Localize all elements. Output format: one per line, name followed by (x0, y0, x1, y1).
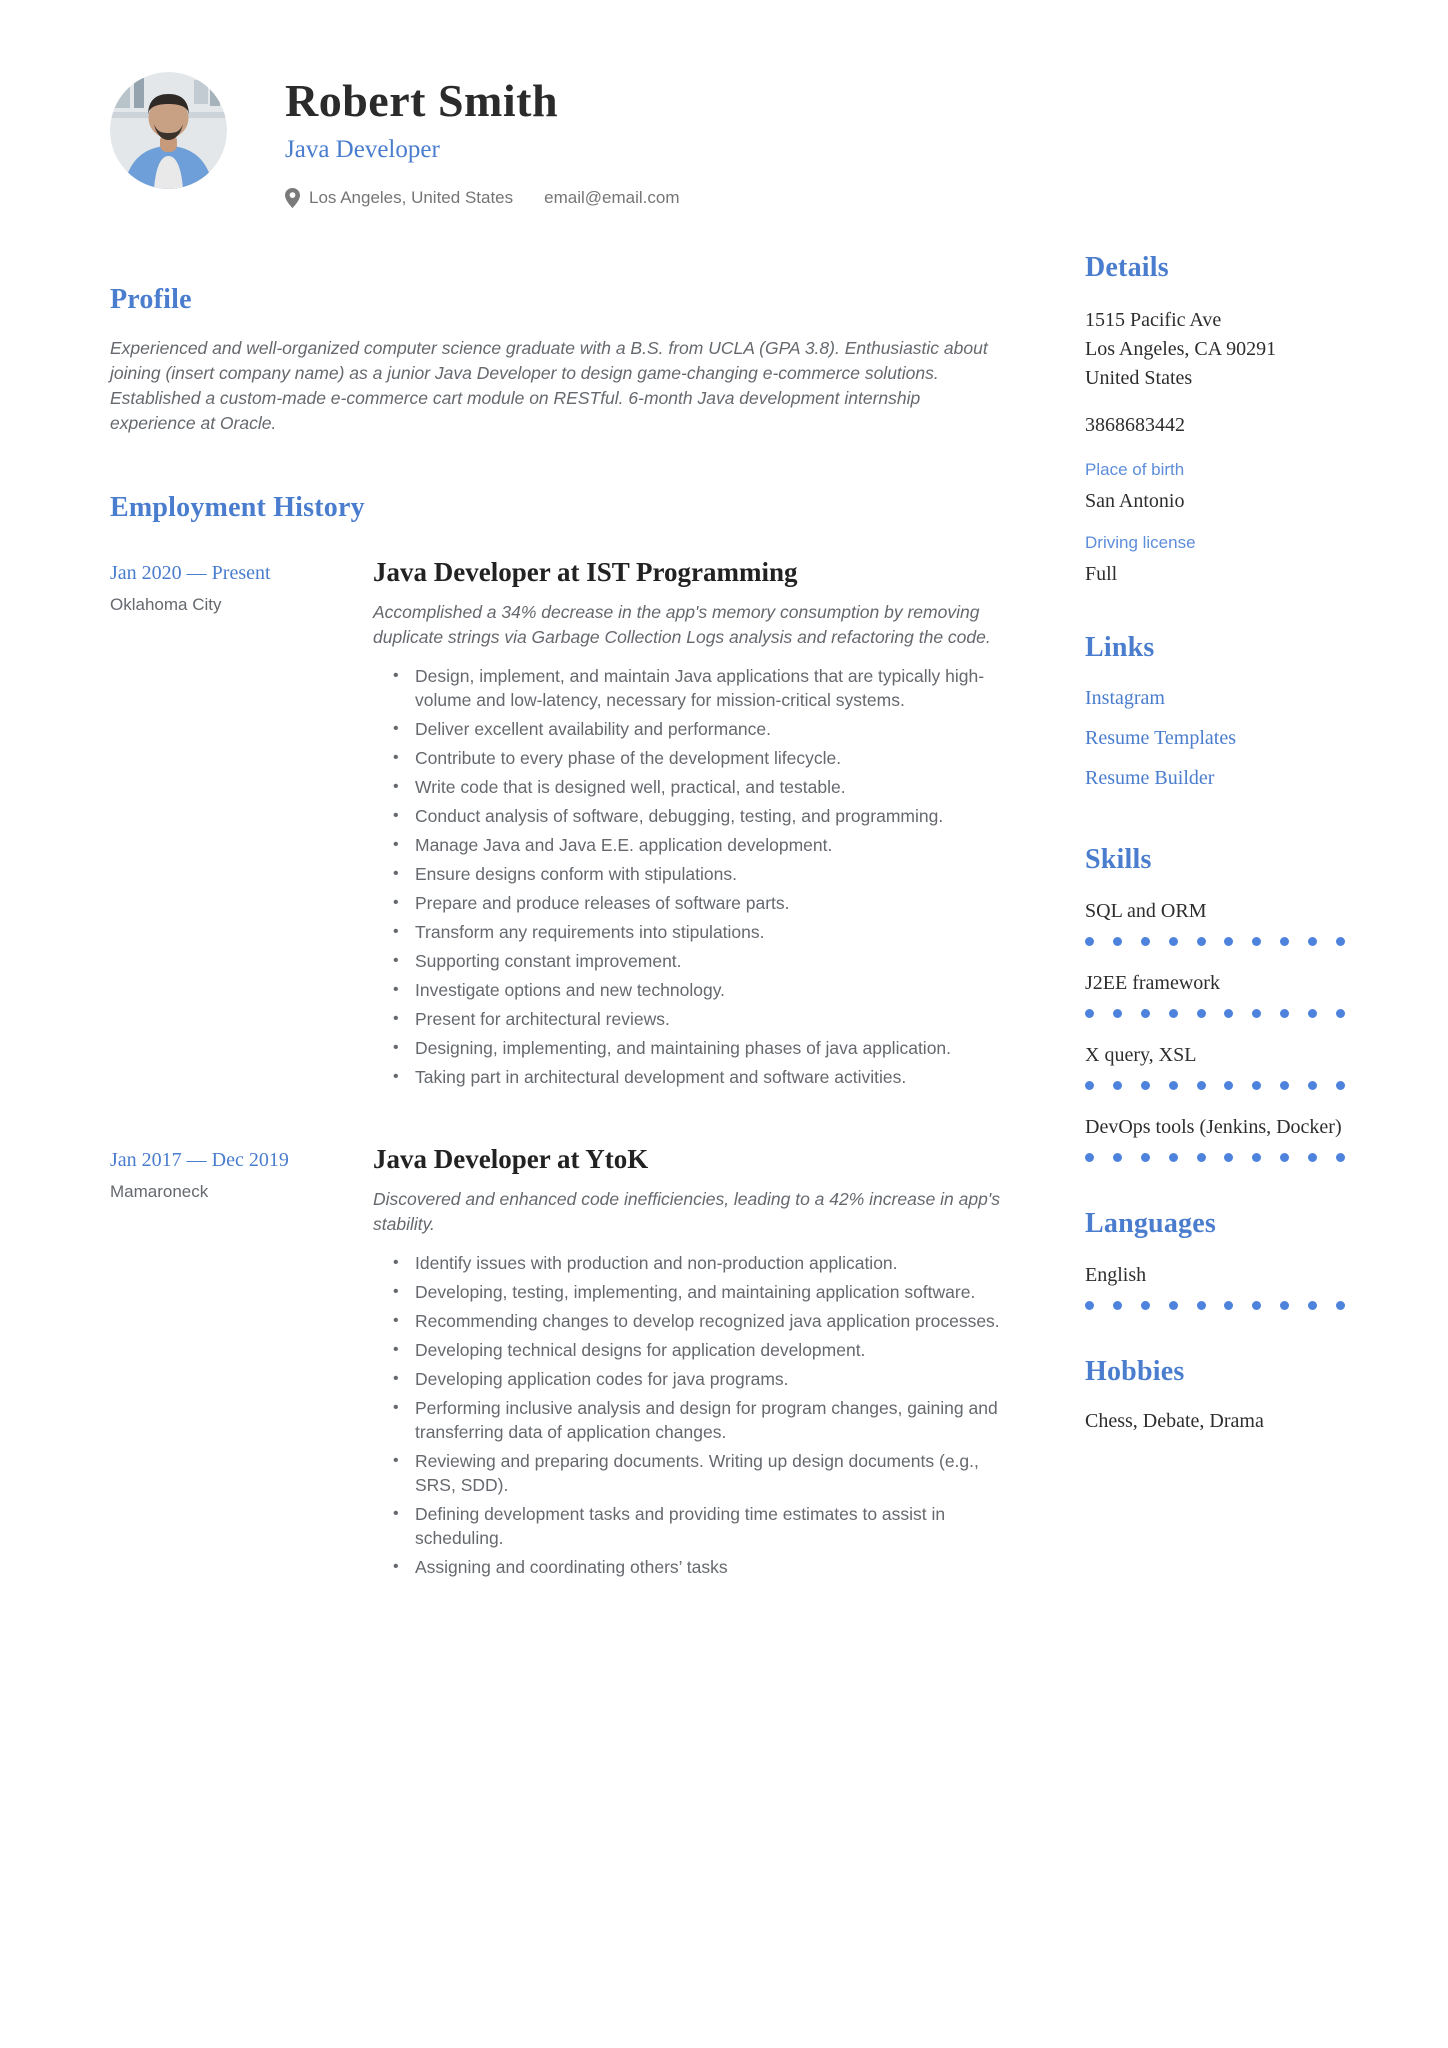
skill-name: SQL and ORM (1085, 899, 1207, 922)
skill-dot (1169, 1301, 1178, 1310)
skill-name: J2EE framework (1085, 971, 1220, 994)
skill-dot (1308, 937, 1317, 946)
bullet-item: • Supporting constant improvement. (373, 950, 1010, 974)
driving-license-label: Driving license (1085, 532, 1196, 552)
job-summary: Accomplished a 34% decrease in the app's memory consumption by removing duplicate strings via Garbage Collection Logs analysis and refactoring the code. (373, 602, 991, 648)
skills-list (1085, 898, 1345, 1162)
skill-dot (1113, 1153, 1122, 1162)
link-item-row (1085, 678, 1345, 718)
skill-dot (1252, 937, 1261, 946)
location-pin-icon (285, 188, 300, 208)
job-title: Java Developer at YtoK (373, 1143, 649, 1174)
main-column (110, 284, 1010, 1633)
avatar (110, 72, 227, 189)
address (1085, 306, 1345, 393)
phone-number: 3868683442 (1085, 413, 1185, 436)
skill-dot (1141, 1153, 1150, 1162)
job-bullets (373, 1252, 1010, 1580)
skills-section (1085, 844, 1345, 1162)
skill-dot (1336, 1153, 1345, 1162)
details-heading: Details (1085, 251, 1169, 283)
bullet-item: • Ensure designs conform with stipulations. (373, 863, 1010, 887)
address-line: Los Angeles, CA 90291 (1085, 337, 1277, 360)
links-heading: Links (1085, 631, 1155, 663)
skill-dot (1280, 1301, 1289, 1310)
skill-dot (1308, 1009, 1317, 1018)
job-title: Java Developer at IST Programming (373, 556, 798, 587)
job-summary: Discovered and enhanced code inefficiencies, leading to a 42% increase in app's stability. (373, 1189, 1000, 1235)
skill-dot (1197, 1301, 1206, 1310)
bullet-item: • Deliver excellent availability and performance. (373, 718, 1010, 742)
skill-dot (1280, 1081, 1289, 1090)
skill-dot (1085, 937, 1094, 946)
skill-dots (1085, 1153, 1345, 1162)
skill-dot (1252, 1009, 1261, 1018)
languages-section (1085, 1208, 1345, 1310)
place-of-birth-value: San Antonio (1085, 489, 1185, 512)
profile-heading: Profile (110, 283, 192, 315)
link-item[interactable]: Resume Builder (1085, 766, 1215, 789)
link-item-row (1085, 718, 1345, 758)
skill-dot (1085, 1301, 1094, 1310)
bullet-item: • Developing, testing, implementing, and maintaining application software. (373, 1281, 1010, 1305)
bullet-item: • Transform any requirements into stipulations. (373, 921, 1010, 945)
bullet-item: • Contribute to every phase of the development lifecycle. (373, 747, 1010, 771)
bullet-item: • Taking part in architectural development and software activities. (373, 1066, 1010, 1090)
skill-dot (1224, 1081, 1233, 1090)
skill-dot (1252, 1153, 1261, 1162)
bullet-item: • Prepare and produce releases of software parts. (373, 892, 1010, 916)
bullet-item: • Present for architectural reviews. (373, 1008, 1010, 1032)
contact-location: Los Angeles, United States (309, 187, 514, 207)
contact-row (285, 188, 680, 208)
skill-dot (1336, 937, 1345, 946)
place-of-birth-label: Place of birth (1085, 459, 1185, 479)
skill-dot (1252, 1301, 1261, 1310)
profile-text: Experienced and well-organized computer science graduate with a B.S. from UCLA (GPA 3.8). Enthusiastic about joining (insert company name) as a junior Java Developer to design game-changing e-commerce solutions. Established a custom-made e-commerce cart module on RESTful. 6-month Java development internship experience at Oracle. (110, 337, 988, 433)
skill-dot (1197, 937, 1206, 946)
skill-dot (1141, 1301, 1150, 1310)
skill-dot (1308, 1153, 1317, 1162)
bullet-item: • Recommending changes to develop recognized java application processes. (373, 1310, 1010, 1334)
contact-email: email@email.com (544, 187, 680, 207)
bullet-item: • Assigning and coordinating others’ tasks (373, 1556, 1010, 1580)
employment-heading: Employment History (110, 491, 365, 523)
skill-dot (1169, 1081, 1178, 1090)
skill-dots (1085, 937, 1345, 946)
employment-section (110, 492, 1010, 1585)
bullet-item: • Design, implement, and maintain Java applications that are typically high-volume and low-latency, necessary for mission-critical systems. (373, 665, 1010, 713)
skill-dot (1113, 1009, 1122, 1018)
skill-dots (1085, 1301, 1345, 1310)
bullet-item: • Developing technical designs for application development. (373, 1339, 1010, 1363)
skill-item (1085, 898, 1345, 946)
skill-dot (1308, 1301, 1317, 1310)
hobbies-heading: Hobbies (1085, 1355, 1185, 1387)
links-section (1085, 632, 1345, 798)
bullet-item: • Identify issues with production and non-production application. (373, 1252, 1010, 1276)
skill-dot (1336, 1081, 1345, 1090)
bullet-item: • Performing inclusive analysis and design for program changes, gaining and transferring data of application changes. (373, 1397, 1010, 1445)
skill-dot (1169, 1153, 1178, 1162)
skill-dot (1085, 1153, 1094, 1162)
skill-dot (1336, 1301, 1345, 1310)
skill-dot (1224, 937, 1233, 946)
sidebar (1085, 252, 1345, 1633)
skill-dot (1224, 1153, 1233, 1162)
avatar-image (110, 72, 227, 189)
skill-dot (1141, 1081, 1150, 1090)
languages-list (1085, 1262, 1345, 1310)
languages-heading: Languages (1085, 1207, 1216, 1239)
skill-item (1085, 1042, 1345, 1090)
link-item[interactable]: Resume Templates (1085, 726, 1236, 749)
skill-item (1085, 1114, 1345, 1162)
address-line: 1515 Pacific Ave (1085, 308, 1222, 331)
skill-dots (1085, 1081, 1345, 1090)
job-dates: Jan 2017 — Dec 2019 (110, 1148, 289, 1171)
skill-dot (1280, 1153, 1289, 1162)
header-text (285, 70, 680, 208)
skill-dot (1308, 1081, 1317, 1090)
bullet-item: • Designing, implementing, and maintaining phases of java application. (373, 1037, 1010, 1061)
skill-dot (1197, 1009, 1206, 1018)
skill-dot (1169, 937, 1178, 946)
bullet-item: • Manage Java and Java E.E. application development. (373, 834, 1010, 858)
hobbies-section (1085, 1356, 1345, 1433)
bullet-item: • Investigate options and new technology. (373, 979, 1010, 1003)
skill-dot (1141, 1009, 1150, 1018)
skill-dot (1113, 1301, 1122, 1310)
resume-header (110, 70, 1345, 208)
job-dates: Jan 2020 — Present (110, 561, 271, 584)
details-section (1085, 252, 1345, 586)
skill-dot (1280, 1009, 1289, 1018)
job-entry (110, 556, 1010, 1095)
bullet-item: • Developing application codes for java programs. (373, 1368, 1010, 1392)
skill-dot (1113, 1081, 1122, 1090)
job-location: Mamaroneck (110, 1181, 209, 1201)
language-item (1085, 1262, 1345, 1310)
skill-dot (1224, 1301, 1233, 1310)
driving-license-value: Full (1085, 562, 1118, 585)
skill-dot (1252, 1081, 1261, 1090)
bullet-item: • Conduct analysis of software, debugging, testing, and programming. (373, 805, 1010, 829)
skill-dot (1085, 1009, 1094, 1018)
skill-dot (1085, 1081, 1094, 1090)
profile-section (110, 284, 1010, 436)
job-entry (110, 1143, 1010, 1585)
link-item[interactable]: Instagram (1085, 686, 1165, 709)
skill-dot (1141, 937, 1150, 946)
skill-name: DevOps tools (Jenkins, Docker) (1085, 1115, 1342, 1138)
job-title-subtitle: Java Developer (285, 135, 440, 163)
skill-dot (1336, 1009, 1345, 1018)
job-bullets (373, 665, 1010, 1090)
skill-dot (1197, 1081, 1206, 1090)
skill-dots (1085, 1009, 1345, 1018)
language-name: English (1085, 1263, 1147, 1286)
link-item-row (1085, 758, 1345, 798)
bullet-item: • Write code that is designed well, practical, and testable. (373, 776, 1010, 800)
address-line: United States (1085, 366, 1193, 389)
bullet-item: • Reviewing and preparing documents. Writing up design documents (e.g., SRS, SDD). (373, 1450, 1010, 1498)
skill-dot (1169, 1009, 1178, 1018)
skill-item (1085, 970, 1345, 1018)
jobs-list (110, 556, 1010, 1585)
skill-name: X query, XSL (1085, 1043, 1197, 1066)
job-location: Oklahoma City (110, 594, 222, 614)
links-list (1085, 678, 1345, 798)
skill-dot (1224, 1009, 1233, 1018)
skill-dot (1280, 937, 1289, 946)
skill-dot (1113, 937, 1122, 946)
skill-dot (1197, 1153, 1206, 1162)
hobbies-text: Chess, Debate, Drama (1085, 1409, 1264, 1432)
page-title: Robert Smith (285, 75, 559, 126)
skills-heading: Skills (1085, 843, 1152, 875)
bullet-item: • Defining development tasks and providing time estimates to assist in scheduling. (373, 1503, 1010, 1551)
